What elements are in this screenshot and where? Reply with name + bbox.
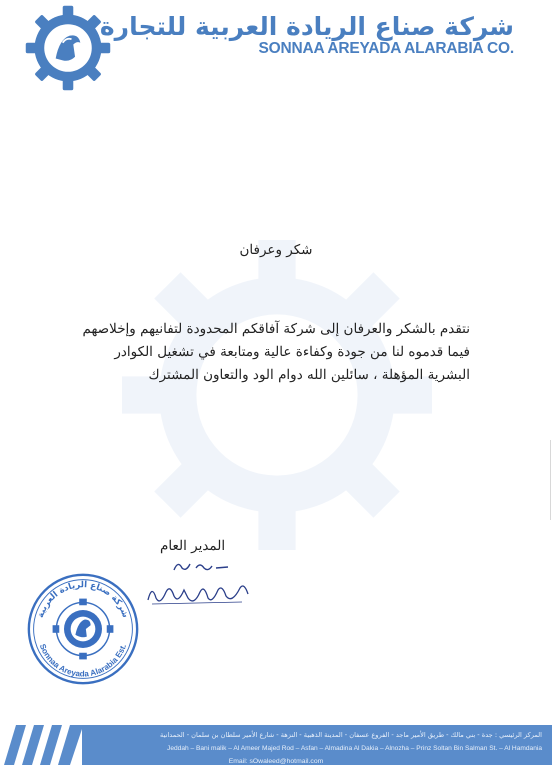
svg-text:Sonnaa Areyada Alarabia Est.: Sonnaa Areyada Alarabia Est. [37, 642, 129, 679]
body-line: البشرية المؤهلة ، سائلين الله دوام الود والتعاون المشترك [148, 367, 470, 383]
body-line: فيما قدموه لنا من جودة وكفاءة عالية ومتابعة في تشغيل الكوادر [114, 344, 470, 360]
body-line: نتقدم بالشكر والعرفان إلى شركة آفاقكم المحدودة لتفانيهم وإخلاصهم [82, 321, 470, 337]
signatory-title: المدير العام [160, 538, 226, 554]
letter-title: شكر وعرفان [239, 242, 313, 258]
footer-address-english: Jeddah – Bani malik – Al Ameer Majed Rod – Asfan – Almadina Al Dakia – Alnozha – Prinz Soltan Bin Salman St. – Al Hamdania [167, 745, 542, 752]
company-logo-icon [24, 4, 112, 92]
footer-email: Email: sOwaleed@hotmail.com [228, 758, 324, 765]
letter-body [70, 318, 470, 387]
company-stamp [26, 572, 140, 686]
scan-edge-mark [550, 440, 551, 520]
company-name-arabic: شركة صناع الريادة العربية للتجارة [99, 12, 514, 41]
watermark-gear-icon [122, 240, 432, 550]
handwritten-initials [170, 556, 240, 576]
handwritten-signature [142, 576, 254, 610]
footer-address-arabic: المركز الرئيسي : جدة - بني مالك - طريق الأمير ماجد - الفروع عسفان - المدينة الذهبية - النزهة - شارع الأمير سلطان بن سلمان - الحمدانية [160, 731, 542, 739]
company-name-english: SONNAA AREYADA ALARABIA CO. [258, 40, 514, 57]
svg-text:شركة صناع الريادة العربية: شركة صناع الريادة العربية [35, 580, 131, 620]
